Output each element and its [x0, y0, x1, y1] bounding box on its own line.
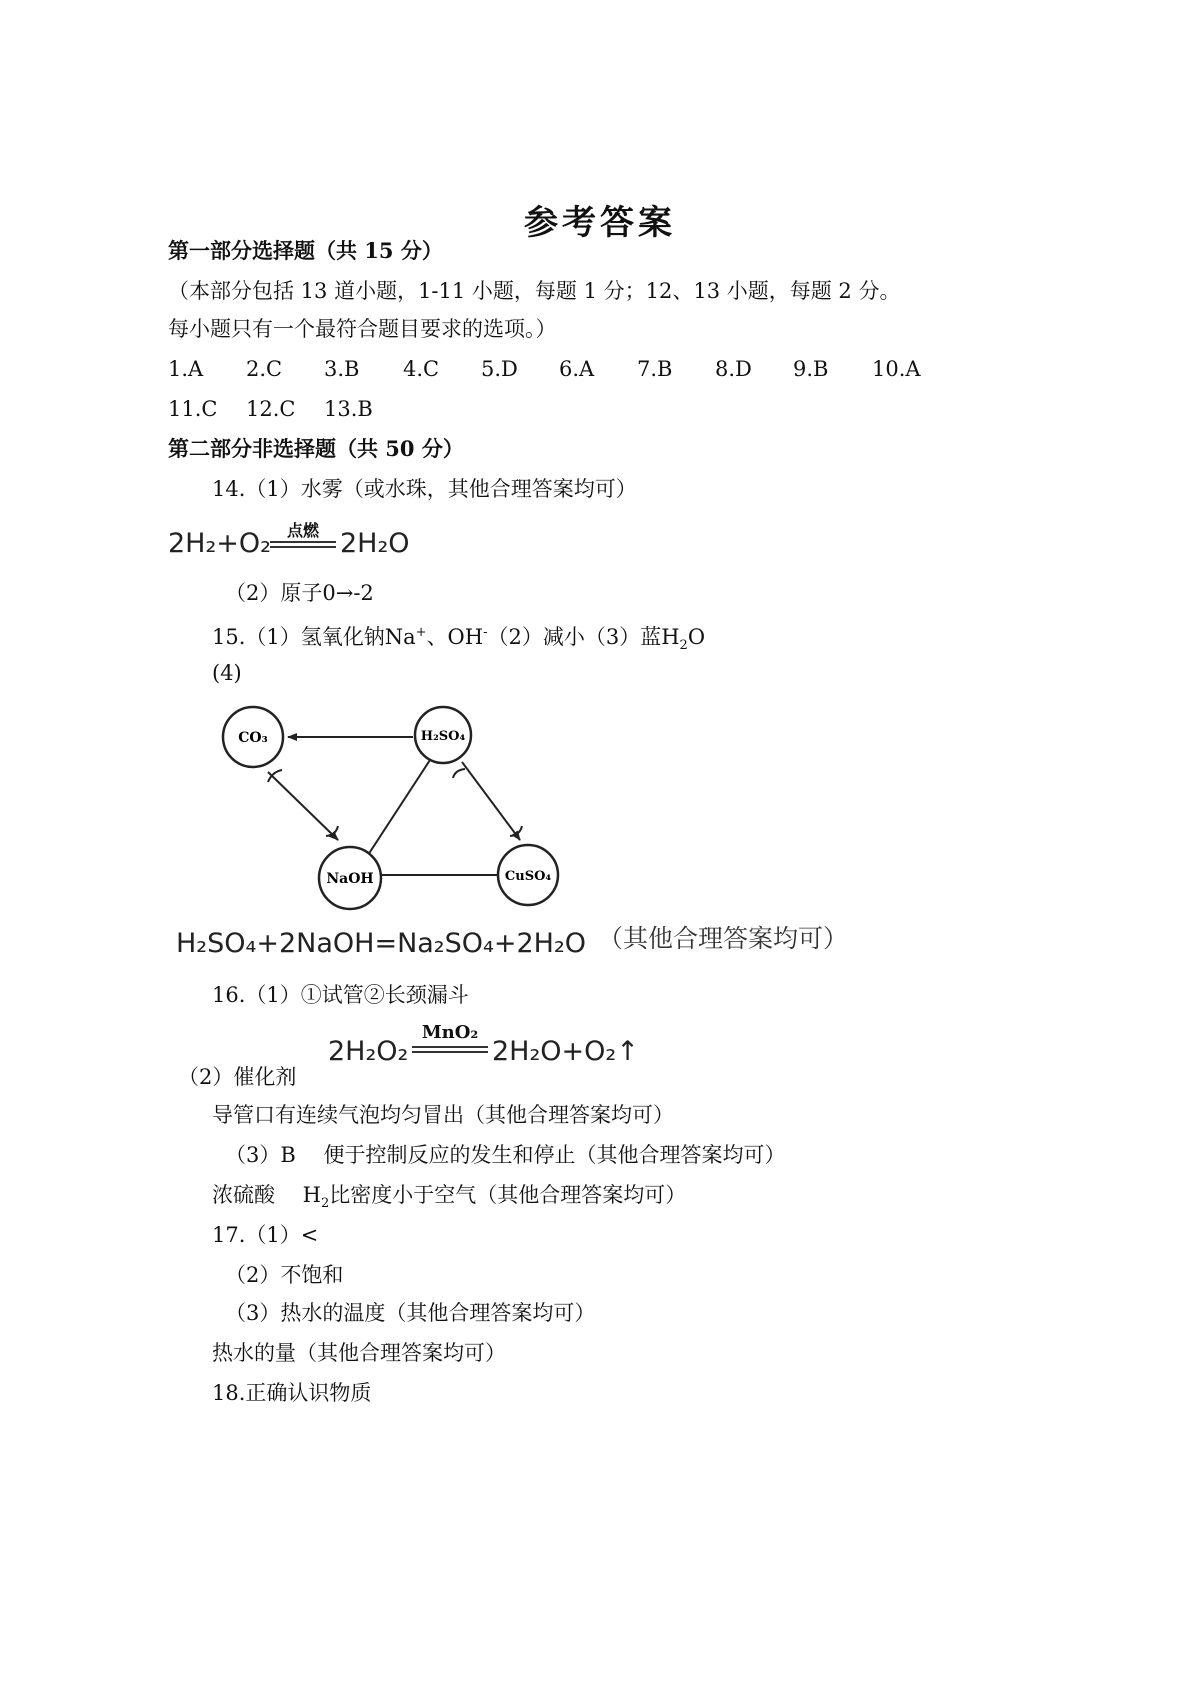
q15-equation-note: （其他合理答案均可） — [598, 924, 849, 953]
answer-12: 12.C — [246, 397, 296, 421]
q15-text-a: 15.（1）氢氧化钠Na — [212, 625, 416, 649]
node-h2so4 — [415, 707, 471, 763]
q16-3b-text-a: 浓硫酸 H — [212, 1183, 321, 1207]
q16-part2: （2）催化剂 — [178, 1065, 297, 1089]
q15-sub-2: 2 — [679, 638, 688, 654]
q16-3b-text-b: 比密度小于空气（其他合理答案均可） — [329, 1183, 687, 1207]
q14-part2: （2）原子0→-2 — [225, 581, 374, 605]
equation-bar — [412, 1046, 488, 1048]
part1-note-line2: 每小题只有一个最符合题目要求的选项。） — [168, 317, 557, 341]
q14-equation-right: 2H₂O — [340, 528, 410, 559]
answer-9: 9.B — [793, 357, 829, 381]
q14-equation-left: 2H₂+O₂ — [168, 528, 272, 559]
q15-text-b: 、OH — [426, 625, 484, 649]
answer-8: 8.D — [715, 357, 752, 381]
answer-10: 10.A — [872, 357, 921, 381]
node-naoh-label: NaOH — [326, 871, 374, 887]
page-title: 参考答案 — [524, 203, 676, 243]
q15-part4-label: (4) — [212, 661, 242, 685]
q14-part1: 14.（1）水雾（或水珠，其他合理答案均可） — [212, 477, 637, 501]
q15-sup-plus: + — [415, 625, 427, 640]
equation-bar — [270, 546, 336, 548]
node-naoh — [319, 847, 381, 909]
answer-11: 11.C — [168, 397, 218, 421]
node-cuso4-label: CuSO₄ — [504, 869, 552, 884]
q18: 18.正确认识物质 — [212, 1381, 372, 1405]
answer-2: 2.C — [246, 357, 283, 381]
answer-1: 1.A — [168, 357, 204, 381]
equation-bar — [412, 1051, 488, 1053]
answer-13: 13.B — [324, 397, 373, 421]
node-co3-label: CO₃ — [238, 730, 268, 746]
answer-3: 3.B — [324, 357, 360, 381]
arrow-h2so4-to-cuso4 — [462, 762, 520, 840]
q16-3b-sub: 2 — [321, 1196, 330, 1212]
q15-text-d: O — [687, 625, 706, 649]
part2-heading: 第二部分非选择题（共 50 分） — [168, 436, 464, 461]
answer-5: 5.D — [481, 357, 518, 381]
q15-sup-minus: - — [483, 625, 488, 640]
answer-7: 7.B — [637, 357, 673, 381]
q15-text-c: （2）减小（3）蓝H — [487, 625, 680, 649]
part1-heading: 第一部分选择题（共 15 分） — [168, 238, 443, 263]
arc-co3 — [268, 770, 282, 782]
q16-part3b — [212, 1182, 686, 1217]
q17-part1: 17.（1）< — [212, 1223, 319, 1247]
q15-part1 — [212, 620, 705, 659]
node-h2so4-label: H₂SO₄ — [420, 729, 466, 744]
q15-equation: H₂SO₄+2NaOH=Na₂SO₄+2H₂O — [176, 928, 587, 959]
q14-equation-condition: 点燃 — [286, 521, 319, 540]
equation-bar — [270, 541, 336, 543]
q17-part3b: 热水的量（其他合理答案均可） — [212, 1341, 506, 1365]
part1-note-line1: （本部分包括 13 道小题，1-11 小题，每题 1 分；12、13 小题，每题 2 分。 — [168, 279, 901, 303]
node-cuso4 — [498, 845, 558, 905]
reaction-diagram — [210, 700, 610, 930]
line-h2so4-naoh — [368, 760, 430, 855]
arrow-co3-to-naoh — [268, 772, 338, 840]
q16-part1: 16.（1）①试管②长颈漏斗 — [212, 983, 469, 1007]
node-co3 — [223, 707, 283, 767]
q17-part3: （3）热水的温度（其他合理答案均可） — [225, 1301, 596, 1325]
answer-4: 4.C — [403, 357, 440, 381]
answer-6: 6.A — [559, 357, 595, 381]
q16-part2b: 导管口有连续气泡均匀冒出（其他合理答案均可） — [212, 1103, 674, 1127]
q16-equation-right: 2H₂O+O₂↑ — [492, 1036, 639, 1067]
q16-part3: （3）B 便于控制反应的发生和停止（其他合理答案均可） — [225, 1143, 786, 1167]
arc-h2so4 — [453, 769, 465, 778]
q16-equation-condition: MnO₂ — [421, 1022, 479, 1043]
q17-part2: （2）不饱和 — [225, 1263, 344, 1287]
q16-equation-left: 2H₂O₂ — [328, 1036, 409, 1067]
